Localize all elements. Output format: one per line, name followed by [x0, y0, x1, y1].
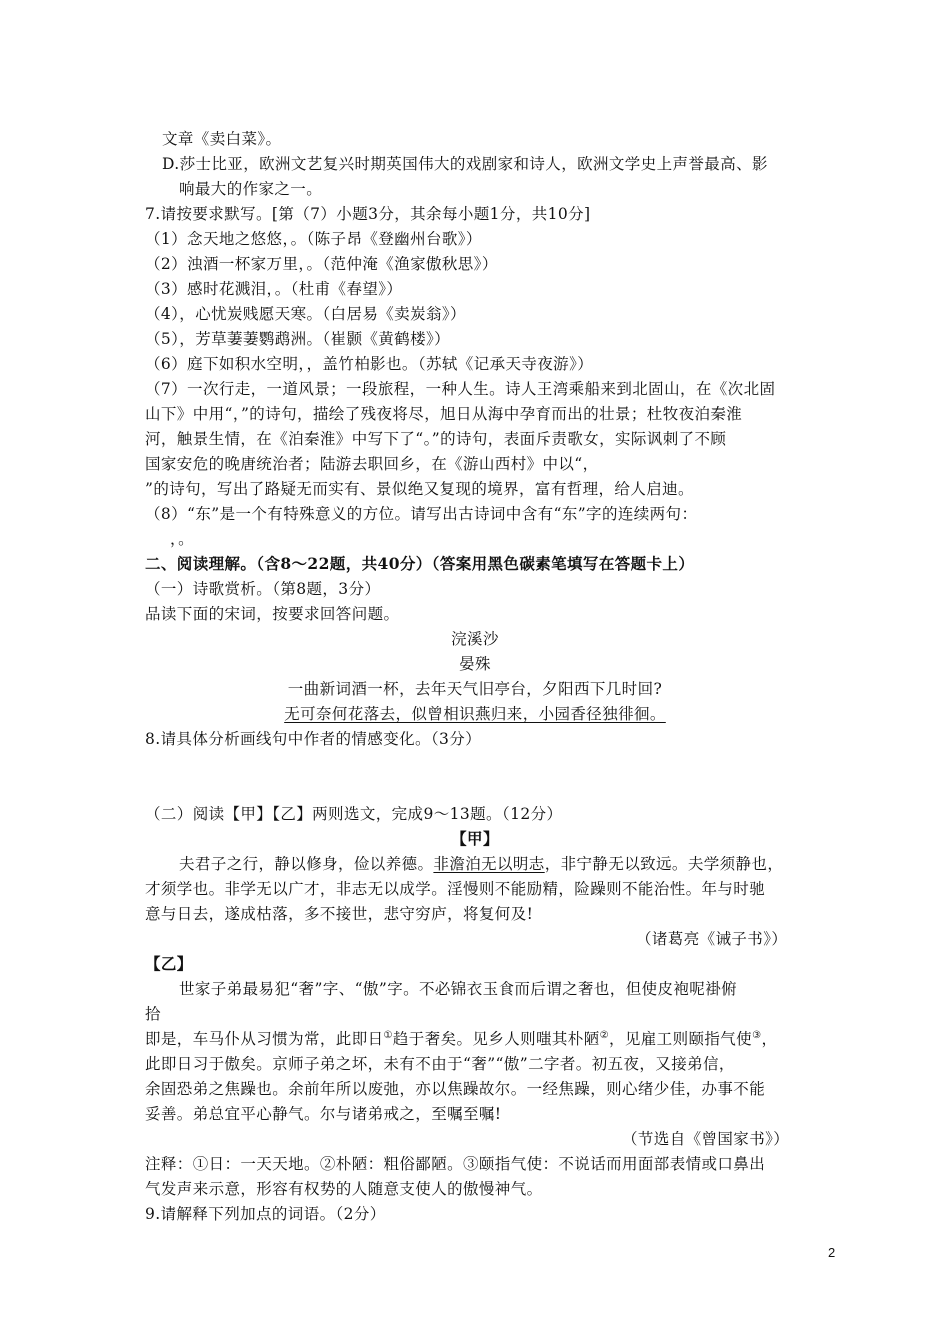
- q7-item-7-line3: 河，触景生情，在《泊秦淮》中写下了“。”的诗句，表面斥责歌女，实际讽刺了不顾: [145, 430, 727, 448]
- jia-underlined-phrase: 非澹泊无以明志: [433, 855, 545, 873]
- yi-label: 【乙】: [145, 954, 193, 973]
- q7-item-7-line5: ”的诗句，写出了路疑无而实有、景似绝又复现的境界，富有哲理，给人启迪。: [145, 480, 694, 498]
- q8-prompt: 8.请具体分析画线句中作者的情感变化。（3分）: [145, 730, 482, 748]
- yi-line-3: [145, 1029, 777, 1049]
- note-ref-2: ②: [599, 1029, 609, 1041]
- q7-item-6: （6）庭下如积水空明，，盖竹柏影也。（苏轼《记承天寺夜游》）: [145, 355, 594, 373]
- jia-line-1-a: 夫君子之行，静以修身，俭以养德。: [179, 855, 434, 873]
- poem-title: 浣溪沙: [451, 630, 499, 648]
- note-ref-1: ①: [383, 1029, 393, 1041]
- yi-line-3-a: 即是，车马仆从习惯为常，此即日: [145, 1030, 384, 1048]
- jia-line-2: 才须学也。非学无以广才，非志无以成学。淫慢则不能励精，险躁则不能治性。年与时驰: [145, 880, 766, 898]
- yi-line-1: 世家子弟最易犯“奢”字、“傲”字。不必锦衣玉食而后谓之奢也，但使皮袍呢褂俯: [179, 980, 737, 998]
- yi-line-3-c: ，见雇工则颐指气使: [608, 1030, 753, 1048]
- q7-item-4: （4），心忧炭贱愿天寒。（白居易《卖炭翁》）: [145, 305, 466, 323]
- q7-item-3: （3）感时花溅泪，。（杜甫《春望》）: [145, 280, 403, 298]
- poem-intro: 品读下面的宋词，按要求回答问题。: [145, 605, 400, 623]
- poem-line-1: 一曲新词酒一杯，去年天气旧亭台，夕阳西下几时回?: [287, 680, 663, 698]
- yi-line-5: 余固恐弟之焦躁也。余前年所以废弛，亦以焦躁故尔。一经焦躁，则心绪少佳，办事不能: [145, 1080, 766, 1098]
- poem-author: 晏殊: [459, 655, 491, 673]
- q7-item-7-line4: 国家安危的晚唐统治者；陆游去职回乡，在《游山西村》中以“，: [145, 455, 599, 473]
- jia-label: 【甲】: [451, 829, 499, 848]
- yi-line-2: 拾: [145, 1005, 161, 1023]
- q6-option-c-continuation: 文章《卖白菜》。: [162, 130, 282, 148]
- q9-prompt: 9.请解释下列加点的词语。（2分）: [145, 1205, 386, 1223]
- part1-heading: （一）诗歌赏析。（第8题，3分）: [145, 580, 381, 598]
- jia-line-1: [179, 854, 783, 874]
- section2-heading: 二、阅读理解。（含8～22题，共40分）（答案用黑色碳素笔填写在答题卡上）: [145, 554, 695, 573]
- poem-line-2-underlined: 无可奈何花落去，似曾相识燕归来，小园香径独徘徊。: [284, 705, 666, 723]
- q7-title: 7.请按要求默写。[第（7）小题3分，其余每小题1分，共10分]: [145, 205, 591, 223]
- yi-line-4: 此即日习于傲矣。京师子弟之坏，未有不由于“奢”“傲”二字者。初五夜，又接弟信，: [145, 1055, 735, 1073]
- q6-option-d-line1: D.莎士比亚，欧洲文艺复兴时期英国伟大的戏剧家和诗人，欧洲文学史上声誉最高、影: [162, 155, 768, 173]
- yi-line-6: 妥善。弟总宜平心静气。尔与诸弟戒之，至嘱至嘱!: [145, 1105, 502, 1123]
- q7-item-2: （2）浊酒一杯家万里，。（范仲淹《渔家傲秋思》）: [145, 255, 498, 273]
- q7-item-7-line1: （7）一次行走，一道风景；一段旅程，一种人生。诗人王湾乘船来到北固山，在《次北固: [145, 380, 776, 398]
- notes-line-1: 注释：①日：一天天地。②朴陋：粗俗鄙陋。③颐指气使：不说话而用面部表情或口鼻出: [145, 1155, 766, 1173]
- yi-source: （节选自《曾国家书》）: [622, 1130, 790, 1148]
- q7-item-7-line2: 山下》中用“，”的诗句，描绘了残夜将尽，旭日从海中孕育而出的壮景；杜牧夜泊秦淮: [145, 405, 743, 423]
- jia-line-1-b: ，非宁静无以致远。夫学须静也，: [544, 855, 784, 873]
- notes-line-2: 气发声来示意，形容有权势的人随意支使人的傲慢神气。: [145, 1180, 543, 1198]
- q7-item-5: （5），芳草萋萋鹦鹉洲。（崔颢《黄鹤楼》）: [145, 330, 451, 348]
- note-ref-3: ③: [752, 1029, 762, 1041]
- q7-item-8-line2: ，。: [170, 530, 195, 548]
- q7-item-1: （1）念天地之悠悠，。（陈子昂《登幽州台歌》）: [145, 230, 482, 248]
- part2-heading: （二）阅读【甲】【乙】两则选文，完成9～13题。（12分）: [145, 805, 563, 823]
- poem-line-2-wrap: [0, 704, 950, 724]
- yi-line-3-d: ，: [761, 1030, 778, 1048]
- jia-line-3: 意与日去，遂成枯落，多不接世，悲守穷庐，将复何及!: [145, 905, 534, 923]
- jia-source: （诸葛亮《诫子书》）: [636, 930, 788, 948]
- q7-item-8-line1: （8）“东”是一个有特殊意义的方位。请写出古诗词中含有“东”字的连续两句：: [145, 505, 698, 523]
- yi-line-3-b: 趋于奢矣。见乡人则嗤其朴陋: [392, 1030, 600, 1048]
- q6-option-d-line2: 响最大的作家之一。: [179, 180, 323, 198]
- page-number: 2: [828, 1245, 836, 1260]
